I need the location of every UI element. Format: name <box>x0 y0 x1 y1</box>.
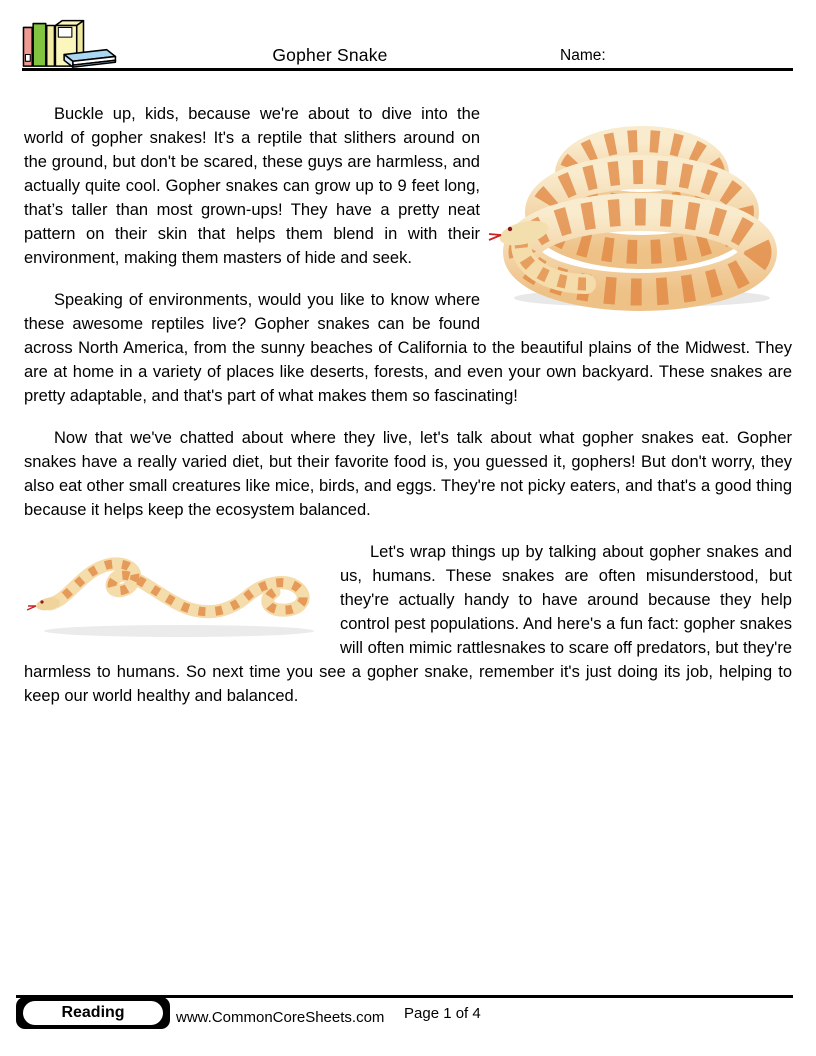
coiled-snake-image <box>490 102 792 332</box>
snake-eye <box>508 227 512 231</box>
snake-shadow <box>44 625 314 637</box>
paragraph-diet: Now that we've chatted about where they live, let's talk about what gopher snakes eat. Gopher snakes have a really varied diet, but their favorite food is, you guessed it, gophers! But don't worry, they also eat other small creatures like mice, birds, and eggs. They're not picky eaters, and that's a good thing because it helps keep the ecosystem balanced. <box>24 429 792 519</box>
worksheet-header <box>0 0 816 72</box>
snake-tongue <box>489 234 501 240</box>
snake-eye <box>40 600 43 603</box>
slithering-snake-image <box>24 540 334 658</box>
paragraph-conclusion: Let's wrap things up by talking about gopher snakes and us, humans. These snakes are often misunderstood, but they're actually handy to have around because they help control pest populations. And here's a fun fact: gopher snakes will often mimic rattlesnakes to scare off predators, but they're harmless to humans. So next time you see a gopher snake, remember it's just doing its job, helping to keep our world healthy and balanced. <box>24 543 792 705</box>
books-logo-icon <box>18 10 118 70</box>
page-title: Gopher Snake <box>272 45 388 65</box>
snake-tongue <box>27 606 36 610</box>
paragraph-habitat: Speaking of environments, would you like to know where these awesome reptiles live? Gopher snakes can be found across North America, from the sunny beaches of California to the beautiful plains of the Midwest. They are at home in a variety of places like deserts, forests, and even your own backyard. These snakes are pretty adaptable, and that's part of what makes them so fascinating! <box>24 291 792 405</box>
worksheet-footer <box>0 995 816 1056</box>
name-label: Name: <box>560 47 606 64</box>
website-text: www.CommonCoreSheets.com <box>176 1009 385 1026</box>
paragraph-intro: Buckle up, kids, because we're about to dive into the world of gopher snakes! It's a reptile that slithers around on the ground, but don't be scared, these guys are harmless, and actually quite cool. Gopher snakes can grow up to 9 feet long, that’s taller than most grown-ups! They have a pretty neat pattern on their skin that helps them blend in with their environment, making them masters of hide and seek. <box>24 105 480 267</box>
worksheet-body <box>24 71 792 726</box>
category-badge <box>16 997 170 1029</box>
page-number: Page 1 of 4 <box>404 1005 481 1022</box>
category-badge-label: Reading <box>23 1001 163 1025</box>
